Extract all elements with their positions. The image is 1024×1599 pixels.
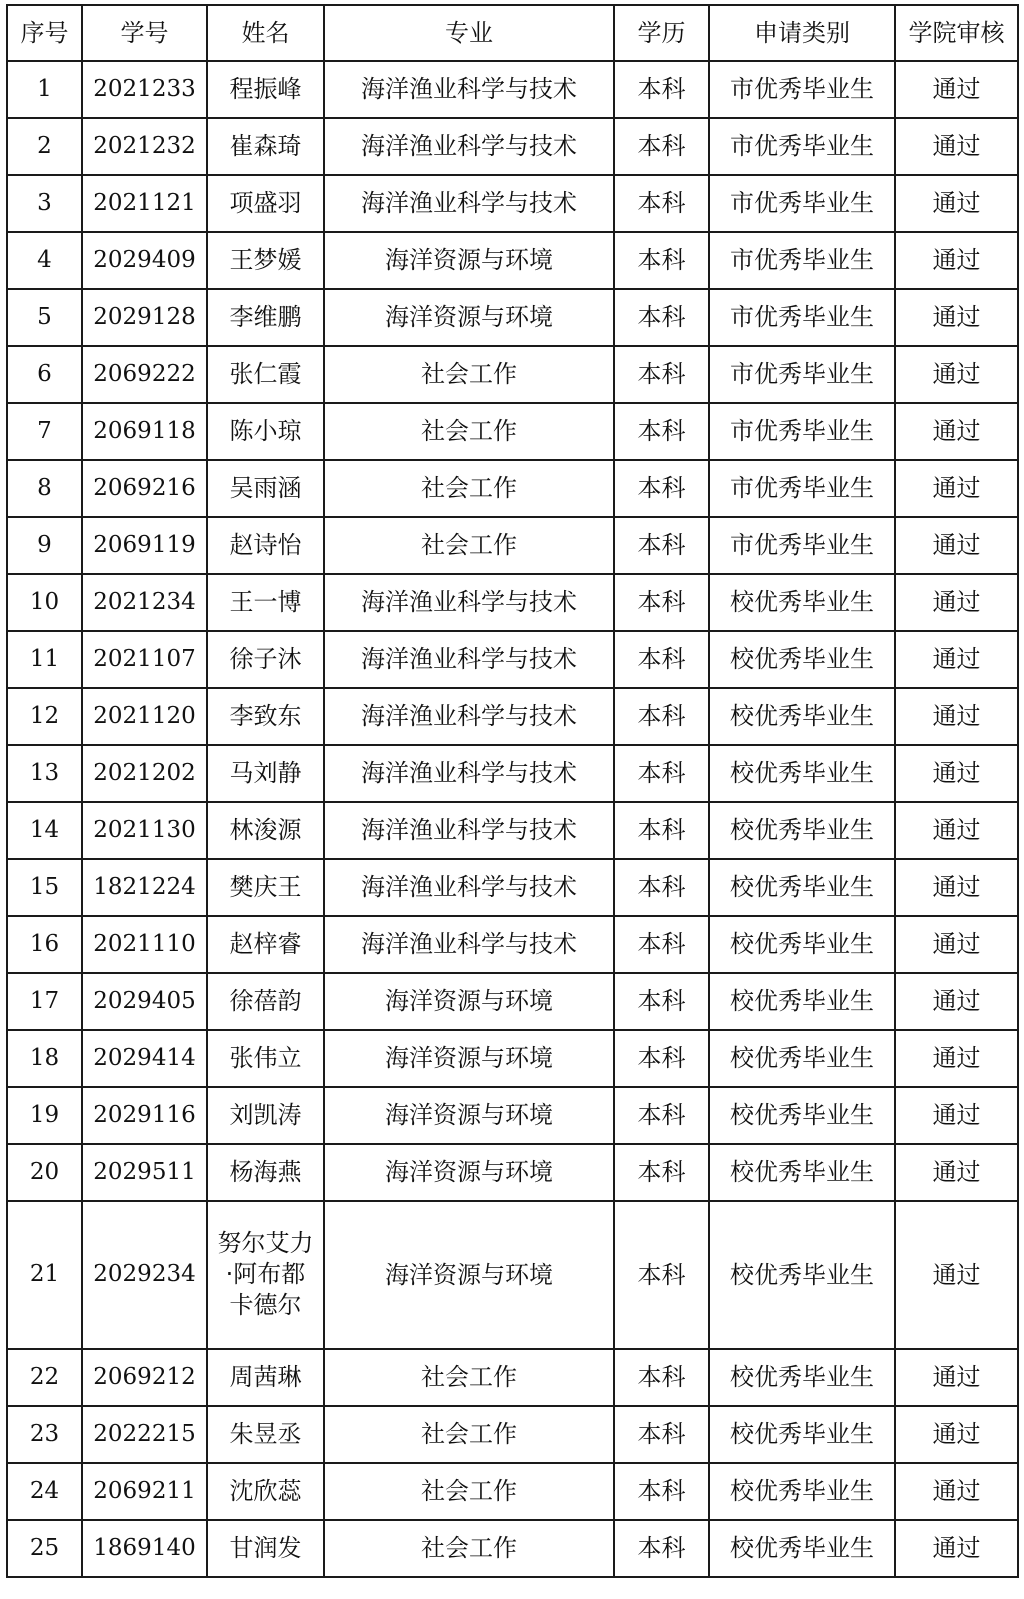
cell-category: 市优秀毕业生 bbox=[709, 232, 895, 289]
cell-student-id: 2021121 bbox=[82, 175, 207, 232]
cell-student-id: 2021107 bbox=[82, 631, 207, 688]
cell-no: 8 bbox=[7, 460, 82, 517]
cell-student-id: 2029414 bbox=[82, 1030, 207, 1087]
cell-no: 1 bbox=[7, 61, 82, 118]
cell-review: 通过 bbox=[895, 61, 1018, 118]
cell-name bbox=[207, 574, 324, 631]
cell-category: 校优秀毕业生 bbox=[709, 574, 895, 631]
cell-degree: 本科 bbox=[614, 1087, 709, 1144]
cell-student-id: 2021234 bbox=[82, 574, 207, 631]
cell-no: 25 bbox=[7, 1520, 82, 1577]
table-row bbox=[7, 289, 1018, 346]
student-name-text: 李致东 bbox=[229, 702, 302, 731]
cell-review: 通过 bbox=[895, 973, 1018, 1030]
table-row bbox=[7, 232, 1018, 289]
cell-major: 海洋资源与环境 bbox=[324, 1087, 614, 1144]
header-student-id: 学号 bbox=[82, 5, 207, 61]
table-row bbox=[7, 517, 1018, 574]
cell-category: 市优秀毕业生 bbox=[709, 175, 895, 232]
header-row bbox=[7, 5, 1018, 61]
cell-name bbox=[207, 1520, 324, 1577]
cell-name bbox=[207, 1349, 324, 1406]
cell-review: 通过 bbox=[895, 916, 1018, 973]
cell-degree: 本科 bbox=[614, 346, 709, 403]
header-major: 专业 bbox=[324, 5, 614, 61]
cell-review: 通过 bbox=[895, 118, 1018, 175]
table-row bbox=[7, 1463, 1018, 1520]
table-row bbox=[7, 1406, 1018, 1463]
student-name-text: 周茜琳 bbox=[229, 1363, 302, 1392]
cell-no: 20 bbox=[7, 1144, 82, 1201]
cell-major: 海洋资源与环境 bbox=[324, 232, 614, 289]
cell-major: 海洋资源与环境 bbox=[324, 1144, 614, 1201]
cell-category: 校优秀毕业生 bbox=[709, 688, 895, 745]
cell-degree: 本科 bbox=[614, 175, 709, 232]
cell-degree: 本科 bbox=[614, 631, 709, 688]
cell-review: 通过 bbox=[895, 1520, 1018, 1577]
table-body bbox=[7, 61, 1018, 1577]
cell-no: 22 bbox=[7, 1349, 82, 1406]
cell-review: 通过 bbox=[895, 289, 1018, 346]
graduate-review-table bbox=[6, 4, 1019, 1578]
student-name-text: 刘凯涛 bbox=[229, 1101, 302, 1130]
table-row bbox=[7, 802, 1018, 859]
student-name-text: 赵梓睿 bbox=[229, 930, 302, 959]
cell-student-id: 2021232 bbox=[82, 118, 207, 175]
cell-review: 通过 bbox=[895, 1030, 1018, 1087]
cell-name bbox=[207, 346, 324, 403]
cell-student-id: 2022215 bbox=[82, 1406, 207, 1463]
cell-category: 校优秀毕业生 bbox=[709, 1463, 895, 1520]
cell-major: 社会工作 bbox=[324, 517, 614, 574]
table-row bbox=[7, 688, 1018, 745]
cell-degree: 本科 bbox=[614, 859, 709, 916]
cell-name bbox=[207, 232, 324, 289]
cell-no: 21 bbox=[7, 1201, 82, 1349]
table-row bbox=[7, 1087, 1018, 1144]
cell-degree: 本科 bbox=[614, 1349, 709, 1406]
cell-major: 社会工作 bbox=[324, 1520, 614, 1577]
cell-review: 通过 bbox=[895, 460, 1018, 517]
header-no: 序号 bbox=[7, 5, 82, 61]
cell-student-id: 2021233 bbox=[82, 61, 207, 118]
student-name-text: 项盛羽 bbox=[229, 189, 302, 218]
table-row bbox=[7, 574, 1018, 631]
cell-major: 海洋渔业科学与技术 bbox=[324, 574, 614, 631]
cell-category: 市优秀毕业生 bbox=[709, 403, 895, 460]
cell-degree: 本科 bbox=[614, 574, 709, 631]
cell-major: 社会工作 bbox=[324, 346, 614, 403]
cell-major: 海洋资源与环境 bbox=[324, 289, 614, 346]
student-name-text: 林浚源 bbox=[229, 816, 302, 845]
student-name-text: 王梦媛 bbox=[229, 246, 302, 275]
cell-no: 18 bbox=[7, 1030, 82, 1087]
table-row bbox=[7, 745, 1018, 802]
cell-degree: 本科 bbox=[614, 1201, 709, 1349]
cell-review: 通过 bbox=[895, 745, 1018, 802]
student-name-text: 杨海燕 bbox=[229, 1158, 302, 1187]
cell-major: 社会工作 bbox=[324, 460, 614, 517]
student-name-text: 马刘静 bbox=[229, 759, 302, 788]
cell-name bbox=[207, 859, 324, 916]
cell-major: 海洋渔业科学与技术 bbox=[324, 118, 614, 175]
cell-no: 3 bbox=[7, 175, 82, 232]
cell-name bbox=[207, 118, 324, 175]
cell-category: 市优秀毕业生 bbox=[709, 460, 895, 517]
table-row bbox=[7, 403, 1018, 460]
roster-sheet bbox=[6, 4, 1017, 1578]
cell-no: 2 bbox=[7, 118, 82, 175]
cell-student-id: 2029116 bbox=[82, 1087, 207, 1144]
cell-no: 11 bbox=[7, 631, 82, 688]
cell-degree: 本科 bbox=[614, 1520, 709, 1577]
student-name-text: 李维鹏 bbox=[229, 303, 302, 332]
cell-student-id: 2069212 bbox=[82, 1349, 207, 1406]
cell-review: 通过 bbox=[895, 346, 1018, 403]
cell-degree: 本科 bbox=[614, 916, 709, 973]
cell-major: 海洋资源与环境 bbox=[324, 1201, 614, 1349]
cell-review: 通过 bbox=[895, 631, 1018, 688]
cell-category: 校优秀毕业生 bbox=[709, 802, 895, 859]
cell-no: 19 bbox=[7, 1087, 82, 1144]
cell-name bbox=[207, 1144, 324, 1201]
cell-category: 校优秀毕业生 bbox=[709, 859, 895, 916]
student-name-text: 王一博 bbox=[229, 588, 302, 617]
cell-category: 市优秀毕业生 bbox=[709, 118, 895, 175]
cell-review: 通过 bbox=[895, 1349, 1018, 1406]
cell-student-id: 2021120 bbox=[82, 688, 207, 745]
cell-category: 校优秀毕业生 bbox=[709, 631, 895, 688]
table-row bbox=[7, 118, 1018, 175]
cell-degree: 本科 bbox=[614, 517, 709, 574]
cell-name bbox=[207, 403, 324, 460]
cell-no: 13 bbox=[7, 745, 82, 802]
cell-review: 通过 bbox=[895, 859, 1018, 916]
cell-no: 16 bbox=[7, 916, 82, 973]
header-name: 姓名 bbox=[207, 5, 324, 61]
table-row bbox=[7, 973, 1018, 1030]
header-review: 学院审核 bbox=[895, 5, 1018, 61]
cell-category: 校优秀毕业生 bbox=[709, 1349, 895, 1406]
cell-degree: 本科 bbox=[614, 403, 709, 460]
cell-no: 7 bbox=[7, 403, 82, 460]
cell-major: 海洋资源与环境 bbox=[324, 973, 614, 1030]
cell-name bbox=[207, 802, 324, 859]
cell-name bbox=[207, 460, 324, 517]
header-category: 申请类别 bbox=[709, 5, 895, 61]
cell-name bbox=[207, 1030, 324, 1087]
cell-category: 校优秀毕业生 bbox=[709, 916, 895, 973]
cell-no: 14 bbox=[7, 802, 82, 859]
cell-student-id: 2021110 bbox=[82, 916, 207, 973]
student-name-text: 徐蓓韵 bbox=[229, 987, 302, 1016]
cell-category: 市优秀毕业生 bbox=[709, 346, 895, 403]
cell-category: 校优秀毕业生 bbox=[709, 1087, 895, 1144]
cell-name bbox=[207, 973, 324, 1030]
cell-student-id: 1821224 bbox=[82, 859, 207, 916]
cell-major: 海洋渔业科学与技术 bbox=[324, 688, 614, 745]
cell-student-id: 1869140 bbox=[82, 1520, 207, 1577]
cell-student-id: 2069222 bbox=[82, 346, 207, 403]
student-name-text: 张仁霞 bbox=[229, 360, 302, 389]
cell-review: 通过 bbox=[895, 175, 1018, 232]
cell-name bbox=[207, 1463, 324, 1520]
cell-major: 社会工作 bbox=[324, 403, 614, 460]
cell-major: 海洋渔业科学与技术 bbox=[324, 631, 614, 688]
student-name-text: 崔森琦 bbox=[229, 132, 302, 161]
table-row bbox=[7, 346, 1018, 403]
cell-major: 社会工作 bbox=[324, 1463, 614, 1520]
cell-major: 海洋渔业科学与技术 bbox=[324, 175, 614, 232]
cell-category: 校优秀毕业生 bbox=[709, 1201, 895, 1349]
cell-review: 通过 bbox=[895, 232, 1018, 289]
cell-name bbox=[207, 1087, 324, 1144]
cell-student-id: 2029511 bbox=[82, 1144, 207, 1201]
table-row bbox=[7, 61, 1018, 118]
cell-no: 23 bbox=[7, 1406, 82, 1463]
cell-category: 市优秀毕业生 bbox=[709, 517, 895, 574]
table-row bbox=[7, 916, 1018, 973]
cell-name bbox=[207, 1406, 324, 1463]
cell-name bbox=[207, 688, 324, 745]
student-name-text: 张伟立 bbox=[229, 1044, 302, 1073]
table-row bbox=[7, 1030, 1018, 1087]
cell-name bbox=[207, 745, 324, 802]
table-row bbox=[7, 859, 1018, 916]
cell-major: 海洋渔业科学与技术 bbox=[324, 802, 614, 859]
cell-major: 海洋渔业科学与技术 bbox=[324, 745, 614, 802]
cell-degree: 本科 bbox=[614, 118, 709, 175]
student-name-text: 吴雨涵 bbox=[229, 474, 302, 503]
cell-degree: 本科 bbox=[614, 61, 709, 118]
table-header bbox=[7, 5, 1018, 61]
cell-student-id: 2029128 bbox=[82, 289, 207, 346]
cell-student-id: 2021130 bbox=[82, 802, 207, 859]
cell-degree: 本科 bbox=[614, 688, 709, 745]
cell-review: 通过 bbox=[895, 1463, 1018, 1520]
cell-major: 海洋渔业科学与技术 bbox=[324, 61, 614, 118]
cell-category: 校优秀毕业生 bbox=[709, 745, 895, 802]
table-row bbox=[7, 460, 1018, 517]
cell-degree: 本科 bbox=[614, 1030, 709, 1087]
cell-review: 通过 bbox=[895, 688, 1018, 745]
cell-category: 校优秀毕业生 bbox=[709, 973, 895, 1030]
cell-category: 市优秀毕业生 bbox=[709, 61, 895, 118]
cell-degree: 本科 bbox=[614, 802, 709, 859]
cell-review: 通过 bbox=[895, 517, 1018, 574]
student-name-text: 程振峰 bbox=[229, 75, 302, 104]
cell-name bbox=[207, 1201, 324, 1349]
cell-review: 通过 bbox=[895, 1144, 1018, 1201]
cell-degree: 本科 bbox=[614, 1406, 709, 1463]
table-row bbox=[7, 1144, 1018, 1201]
cell-degree: 本科 bbox=[614, 1463, 709, 1520]
student-name-text: 樊庆王 bbox=[229, 873, 302, 902]
cell-review: 通过 bbox=[895, 802, 1018, 859]
cell-degree: 本科 bbox=[614, 973, 709, 1030]
cell-major: 社会工作 bbox=[324, 1349, 614, 1406]
student-name-text: 徐子沐 bbox=[229, 645, 302, 674]
cell-review: 通过 bbox=[895, 1201, 1018, 1349]
cell-name bbox=[207, 175, 324, 232]
cell-review: 通过 bbox=[895, 1087, 1018, 1144]
table-row bbox=[7, 175, 1018, 232]
student-name-text: 努尔艾力·阿布都卡德尔 bbox=[217, 1229, 314, 1320]
header-degree: 学历 bbox=[614, 5, 709, 61]
table-row bbox=[7, 631, 1018, 688]
cell-name bbox=[207, 631, 324, 688]
cell-student-id: 2069118 bbox=[82, 403, 207, 460]
cell-degree: 本科 bbox=[614, 232, 709, 289]
student-name-text: 朱昱丞 bbox=[229, 1420, 302, 1449]
cell-name bbox=[207, 916, 324, 973]
cell-student-id: 2069119 bbox=[82, 517, 207, 574]
cell-category: 校优秀毕业生 bbox=[709, 1520, 895, 1577]
cell-name bbox=[207, 517, 324, 574]
cell-student-id: 2069216 bbox=[82, 460, 207, 517]
cell-no: 24 bbox=[7, 1463, 82, 1520]
cell-student-id: 2021202 bbox=[82, 745, 207, 802]
cell-major: 海洋资源与环境 bbox=[324, 1030, 614, 1087]
table-row bbox=[7, 1520, 1018, 1577]
cell-degree: 本科 bbox=[614, 745, 709, 802]
cell-category: 校优秀毕业生 bbox=[709, 1030, 895, 1087]
cell-student-id: 2029409 bbox=[82, 232, 207, 289]
cell-major: 海洋渔业科学与技术 bbox=[324, 916, 614, 973]
cell-major: 社会工作 bbox=[324, 1406, 614, 1463]
cell-category: 市优秀毕业生 bbox=[709, 289, 895, 346]
student-name-text: 甘润发 bbox=[229, 1534, 302, 1563]
cell-degree: 本科 bbox=[614, 289, 709, 346]
cell-student-id: 2069211 bbox=[82, 1463, 207, 1520]
cell-review: 通过 bbox=[895, 1406, 1018, 1463]
cell-no: 12 bbox=[7, 688, 82, 745]
cell-review: 通过 bbox=[895, 574, 1018, 631]
cell-no: 15 bbox=[7, 859, 82, 916]
cell-student-id: 2029405 bbox=[82, 973, 207, 1030]
cell-major: 海洋渔业科学与技术 bbox=[324, 859, 614, 916]
cell-no: 9 bbox=[7, 517, 82, 574]
cell-category: 校优秀毕业生 bbox=[709, 1406, 895, 1463]
cell-degree: 本科 bbox=[614, 1144, 709, 1201]
cell-review: 通过 bbox=[895, 403, 1018, 460]
student-name-text: 赵诗怡 bbox=[229, 531, 302, 560]
cell-no: 6 bbox=[7, 346, 82, 403]
cell-category: 校优秀毕业生 bbox=[709, 1144, 895, 1201]
cell-name bbox=[207, 61, 324, 118]
cell-student-id: 2029234 bbox=[82, 1201, 207, 1349]
cell-degree: 本科 bbox=[614, 460, 709, 517]
cell-no: 17 bbox=[7, 973, 82, 1030]
table-row bbox=[7, 1349, 1018, 1406]
cell-no: 10 bbox=[7, 574, 82, 631]
table-row bbox=[7, 1201, 1018, 1349]
cell-no: 4 bbox=[7, 232, 82, 289]
cell-name bbox=[207, 289, 324, 346]
student-name-text: 陈小琼 bbox=[229, 417, 302, 446]
student-name-text: 沈欣蕊 bbox=[229, 1477, 302, 1506]
cell-no: 5 bbox=[7, 289, 82, 346]
